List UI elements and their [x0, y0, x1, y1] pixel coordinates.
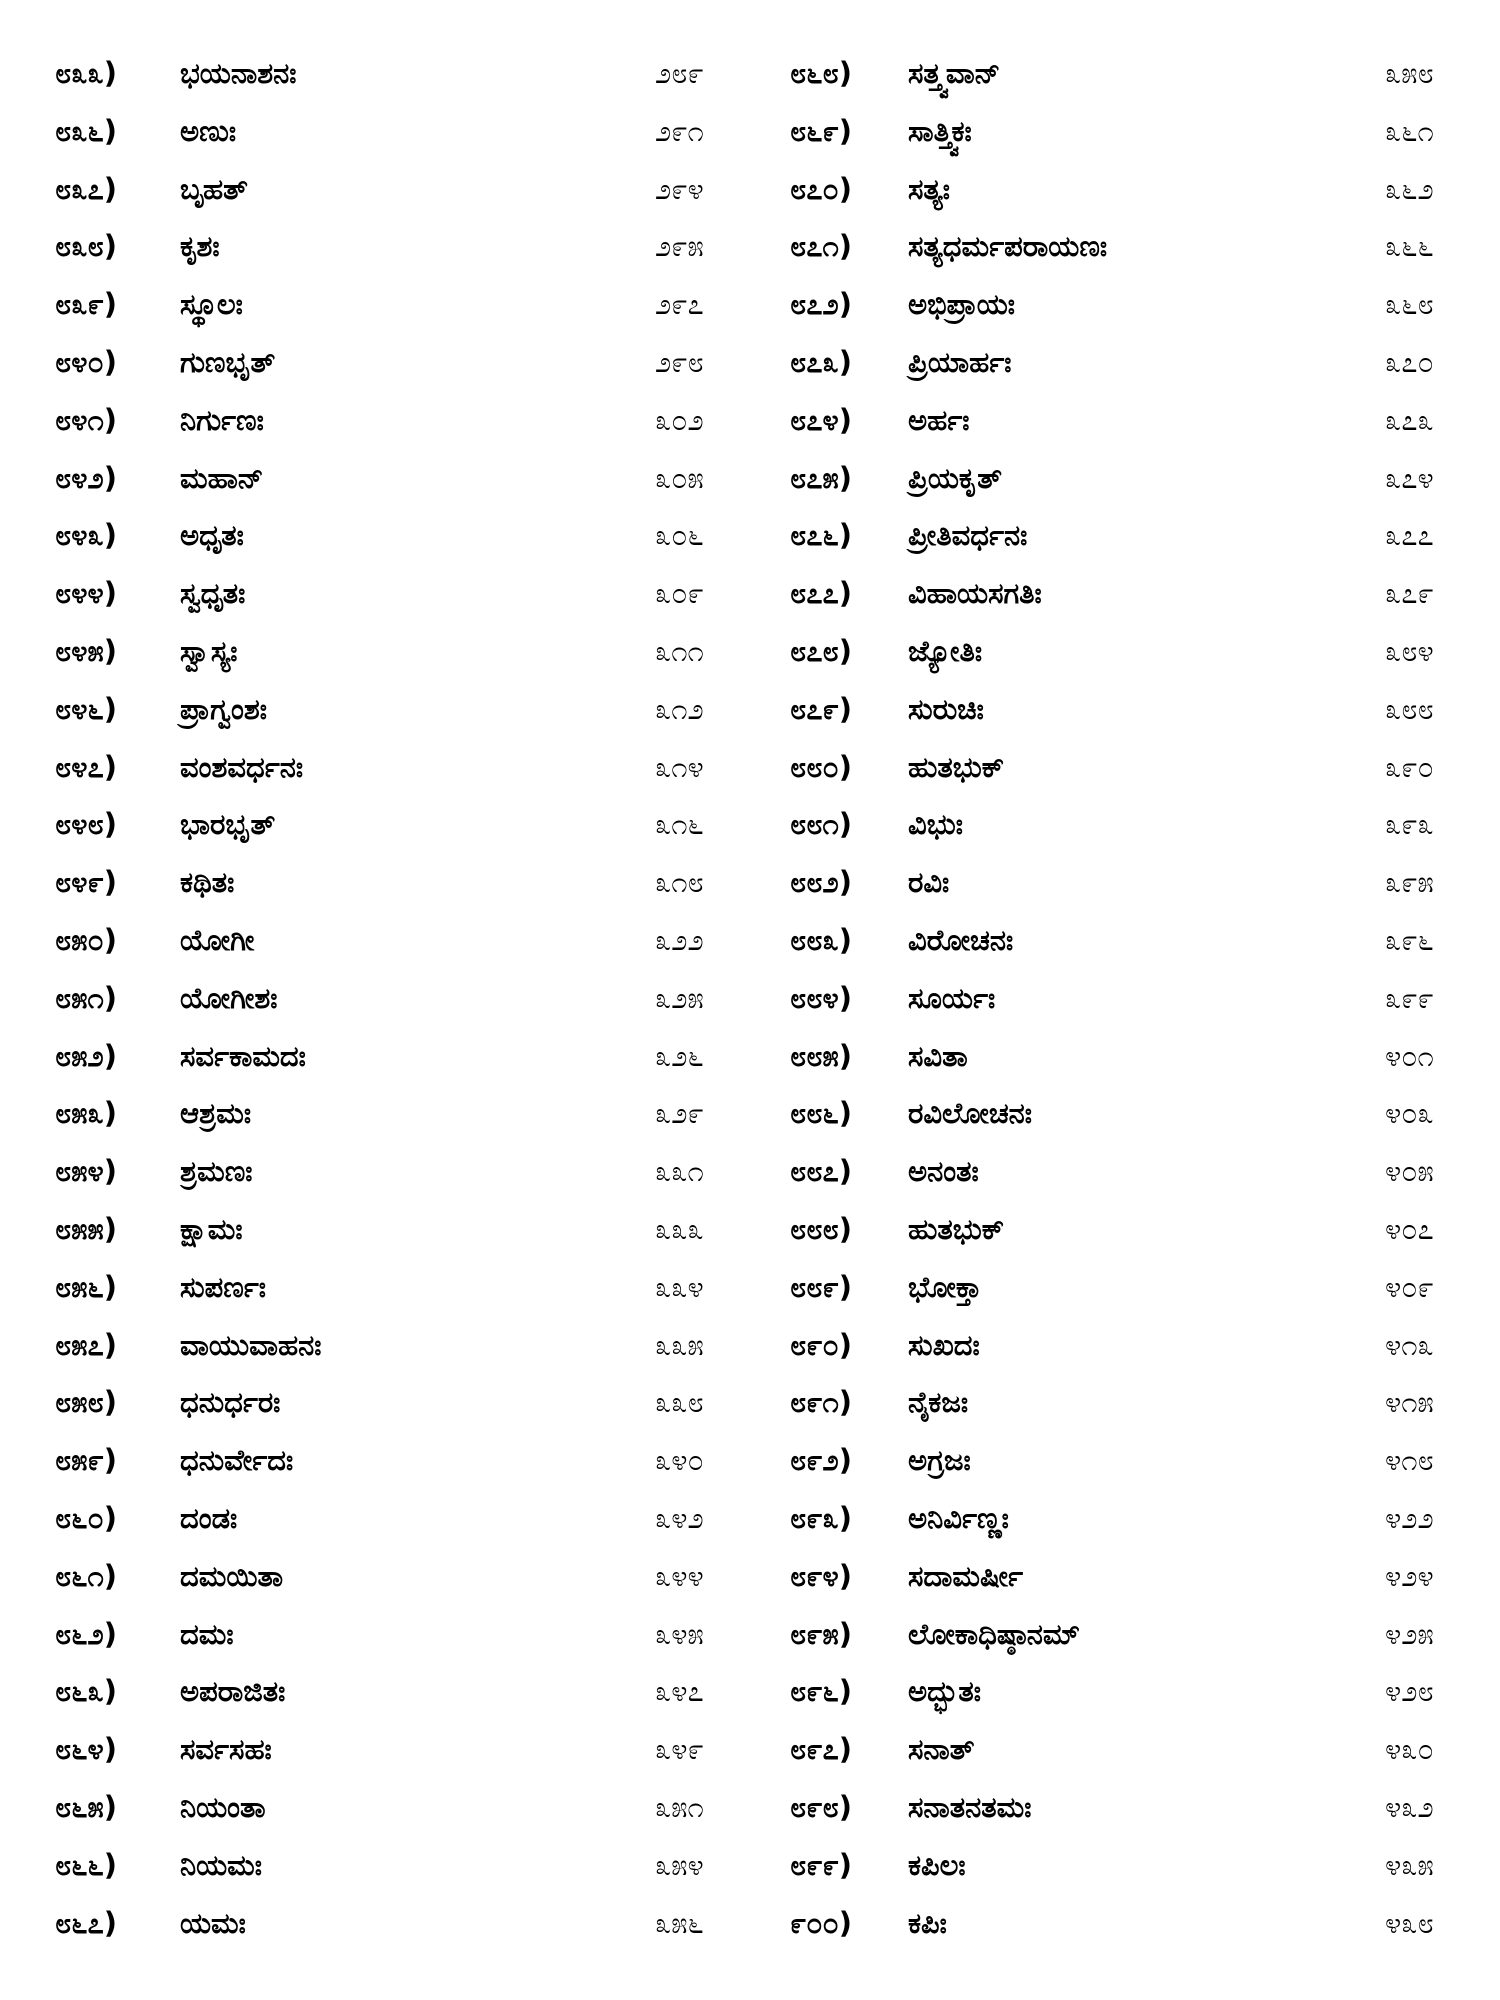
index-entry — [790, 1895, 1470, 1953]
entry-number: ೮೬೪) — [55, 1732, 117, 1767]
entry-page-number: ೩೩೫ — [655, 1327, 704, 1362]
index-entry — [55, 1663, 755, 1721]
entry-number: ೮೪೦) — [55, 344, 117, 379]
index-entry — [55, 45, 755, 103]
entry-page-number: ೩೪೨ — [655, 1500, 704, 1535]
entry-number: ೮೫೧) — [55, 980, 117, 1015]
entry-number: ೮೭೭) — [790, 576, 852, 611]
entry-name: ಕಪಿಃ — [908, 1905, 947, 1940]
index-entry — [790, 103, 1470, 161]
entry-name: ಭೋಕ್ತಾ — [908, 1269, 982, 1304]
entry-name: ಸೂರ್ಯಃ — [908, 980, 996, 1015]
right-column — [790, 45, 1470, 1975]
entry-number: ೮೫೮) — [55, 1385, 117, 1420]
entry-name: ಸತ್ತ್ವವಾನ್ — [908, 56, 1001, 90]
entry-name: ಸುರುಚಿಃ — [908, 691, 984, 726]
index-entry — [55, 1490, 755, 1548]
entry-name: ಪ್ರೀತಿವರ್ಧನಃ — [908, 518, 1028, 553]
index-entry — [55, 1895, 755, 1953]
entry-page-number: ೩೧೮ — [655, 865, 704, 900]
entry-page-number: ೪೧೮ — [1385, 1443, 1434, 1478]
entry-number: ೮೫೫) — [55, 1211, 117, 1246]
entry-number: ೮೭೧) — [790, 229, 852, 264]
entry-page-number: ೩೦೨ — [655, 402, 704, 437]
entry-number: ೮೯೧) — [790, 1385, 852, 1420]
entry-name: ಸತ್ಯಃ — [908, 171, 950, 206]
entry-number: ೮೮೨) — [790, 865, 852, 900]
index-entry — [55, 1259, 755, 1317]
entry-number: ೮೬೩) — [55, 1674, 117, 1709]
entry-number: ೯೦೦) — [790, 1905, 852, 1940]
entry-number: ೮೭೩) — [790, 344, 852, 379]
entry-page-number: ೩೭೦ — [1385, 344, 1434, 379]
entry-page-number: ೩೯೩ — [1385, 807, 1434, 842]
entry-number: ೮೪೭) — [55, 749, 117, 784]
entry-page-number: ೪೨೪ — [1385, 1558, 1434, 1593]
index-entry — [55, 796, 755, 854]
index-entry — [55, 450, 755, 508]
entry-page-number: ೪೨೮ — [1385, 1674, 1434, 1709]
entry-number: ೮೮೪) — [790, 980, 852, 1015]
index-entry — [790, 334, 1470, 392]
entry-page-number: ೩೩೪ — [655, 1269, 704, 1304]
entry-number: ೮೯೬) — [790, 1674, 852, 1709]
entry-number: ೮೬೦) — [55, 1500, 117, 1535]
entry-page-number: ೪೨೨ — [1385, 1500, 1434, 1535]
entry-page-number: ೩೬೧ — [1385, 113, 1434, 148]
entry-page-number: ೩೭೩ — [1385, 402, 1434, 437]
index-entry — [55, 1028, 755, 1086]
index-entry — [55, 1779, 755, 1837]
entry-number: ೮೫೪) — [55, 1154, 117, 1189]
entry-page-number: ೩೧೬ — [655, 807, 704, 842]
index-entry — [790, 796, 1470, 854]
entry-page-number: ೩೨೬ — [655, 1038, 704, 1073]
entry-name: ಕಥಿತಃ — [180, 865, 235, 900]
entry-name: ಯೋಗೀ — [180, 922, 255, 957]
index-entry — [55, 1201, 755, 1259]
entry-page-number: ೪೦೫ — [1385, 1154, 1434, 1189]
entry-page-number: ೨೯೮ — [655, 344, 704, 379]
entry-page-number: ೨೯೭ — [655, 287, 704, 322]
entry-name: ಯೋಗೀಶಃ — [180, 980, 278, 1015]
index-entry — [790, 1663, 1470, 1721]
entry-name: ರವಿಃ — [908, 865, 950, 900]
entry-page-number: ೩೨೯ — [655, 1096, 704, 1131]
entry-number: ೮೩೮) — [55, 229, 117, 264]
index-entry — [55, 565, 755, 623]
entry-name: ಕಪಿಲಃ — [908, 1847, 966, 1882]
index-entry — [55, 1085, 755, 1143]
entry-name: ಮಹಾನ್ — [180, 460, 264, 495]
entry-name: ಸ್ಥೂಲಃ — [180, 287, 243, 322]
entry-number: ೮೯೮) — [790, 1789, 852, 1824]
index-entry — [790, 507, 1470, 565]
entry-number: ೮೮೩) — [790, 922, 852, 957]
entry-name: ಸರ್ವಸಹಃ — [180, 1732, 272, 1767]
entry-name: ಪ್ರಿಯಕೃತ್ — [908, 460, 1002, 495]
entry-name: ಸ್ವಾಸ್ಯಃ — [180, 633, 238, 668]
entry-page-number: ೩೫೬ — [655, 1905, 704, 1940]
entry-name: ಹುತಭುಕ್ — [908, 749, 1005, 784]
entry-page-number: ೩೫೮ — [1385, 56, 1434, 90]
index-entry — [55, 218, 755, 276]
entry-name: ವಿರೋಚನಃ — [908, 922, 1014, 957]
entry-number: ೮೮೫) — [790, 1038, 852, 1073]
entry-number: ೮೬೯) — [790, 113, 852, 148]
entry-name: ಭಯನಾಶನಃ — [180, 56, 297, 90]
index-entry — [790, 681, 1470, 739]
entry-name: ಅದ್ಭುತಃ — [908, 1674, 981, 1709]
index-entry — [55, 161, 755, 219]
index-entry — [790, 161, 1470, 219]
entry-number: ೮೪೬) — [55, 691, 117, 726]
entry-number: ೮೬೮) — [790, 56, 852, 90]
index-entry — [790, 1779, 1470, 1837]
entry-number: ೮೭೬) — [790, 518, 852, 553]
entry-name: ಅಭಿಪ್ರಾಯಃ — [908, 287, 1015, 322]
entry-number: ೮೩೩) — [55, 56, 117, 90]
index-entry — [55, 970, 755, 1028]
entry-number: ೮೬೭) — [55, 1905, 117, 1940]
entry-name: ಅಗ್ರಜಃ — [908, 1443, 971, 1478]
entry-page-number: ೩೭೪ — [1385, 460, 1434, 495]
entry-page-number: ೪೨೫ — [1385, 1616, 1434, 1651]
entry-page-number: ೩೨೨ — [655, 922, 704, 957]
entry-page-number: ೩೯೫ — [1385, 865, 1434, 900]
entry-page-number: ೨೯೫ — [655, 229, 704, 264]
entry-page-number: ೪೦೯ — [1385, 1269, 1434, 1304]
index-entry — [790, 970, 1470, 1028]
entry-number: ೮೯೭) — [790, 1732, 852, 1767]
entry-name: ಸನಾತ್ — [908, 1732, 975, 1767]
entry-page-number: ೪೩೨ — [1385, 1789, 1434, 1824]
entry-name: ಅನಿರ್ವಿಣ್ಣಃ — [908, 1500, 1009, 1535]
index-entry — [55, 1548, 755, 1606]
entry-name: ನಿರ್ಗುಣಃ — [180, 402, 264, 437]
entry-name: ಧನುರ್ಧರಃ — [180, 1385, 281, 1420]
entry-page-number: ೨೮೯ — [655, 56, 704, 90]
entry-number: ೮೫೩) — [55, 1096, 117, 1131]
entry-page-number: ೨೯೪ — [655, 171, 704, 206]
entry-name: ಸನಾತನತಮಃ — [908, 1789, 1032, 1824]
index-entry — [790, 1548, 1470, 1606]
entry-name: ಅಧೃತಃ — [180, 518, 244, 553]
index-entry — [790, 1259, 1470, 1317]
entry-name: ವಿಹಾಯಸಗತಿಃ — [908, 576, 1042, 611]
entry-number: ೮೯೫) — [790, 1616, 852, 1651]
entry-name: ಸತ್ಯಧರ್ಮಪರಾಯಣಃ — [908, 229, 1108, 264]
entry-page-number: ೩೫೧ — [655, 1789, 704, 1824]
entry-page-number: ೩೬೮ — [1385, 287, 1434, 322]
entry-number: ೮೬೬) — [55, 1847, 117, 1882]
entry-number: ೮೭೦) — [790, 171, 852, 206]
entry-name: ಅರ್ಹಃ — [908, 402, 970, 437]
entry-number: ೮೮೭) — [790, 1154, 852, 1189]
entry-number: ೮೯೩) — [790, 1500, 852, 1535]
entry-name: ಅಪರಾಜಿತಃ — [180, 1674, 286, 1709]
entry-page-number: ೩೯೬ — [1385, 922, 1434, 957]
entry-page-number: ೪೧೫ — [1385, 1385, 1434, 1420]
entry-page-number: ೩೪೫ — [655, 1616, 704, 1651]
index-entry — [55, 854, 755, 912]
entry-page-number: ೩೨೫ — [655, 980, 704, 1015]
entry-number: ೮೫೨) — [55, 1038, 117, 1073]
entry-name: ವಂಶವರ್ಧನಃ — [180, 749, 304, 784]
entry-number: ೮೬೫) — [55, 1789, 117, 1824]
entry-number: ೮೫೦) — [55, 922, 117, 957]
entry-page-number: ೩೬೨ — [1385, 171, 1434, 206]
entry-name: ಹುತಭುಕ್ — [908, 1211, 1005, 1246]
index-entry — [790, 912, 1470, 970]
entry-number: ೮೭೯) — [790, 691, 852, 726]
entry-name: ಲೋಕಾಧಿಷ್ಠಾನಮ್ — [908, 1616, 1080, 1651]
entry-number: ೮೬೧) — [55, 1558, 117, 1593]
entry-number: ೮೬೨) — [55, 1616, 117, 1651]
entry-number: ೮೪೫) — [55, 633, 117, 668]
entry-page-number: ೩೦೯ — [655, 576, 704, 611]
entry-number: ೮೩೭) — [55, 171, 117, 206]
index-entry — [790, 450, 1470, 508]
entry-page-number: ೩೬೬ — [1385, 229, 1434, 264]
index-entry — [55, 276, 755, 334]
entry-page-number: ೩೪೦ — [655, 1443, 704, 1478]
index-entry — [55, 392, 755, 450]
entry-number: ೮೯೯) — [790, 1847, 852, 1882]
entry-name: ಆಶ್ರಮಃ — [180, 1096, 252, 1131]
entry-page-number: ೩೧೨ — [655, 691, 704, 726]
index-entry — [55, 1143, 755, 1201]
entry-name: ದಮಃ — [180, 1616, 234, 1651]
entry-page-number: ೩೩೩ — [655, 1211, 704, 1246]
entry-page-number: ೩೧೪ — [655, 749, 704, 784]
entry-name: ಧನುರ್ವೇದಃ — [180, 1443, 294, 1478]
index-entry — [55, 1837, 755, 1895]
entry-name: ದಮಯಿತಾ — [180, 1558, 284, 1593]
entry-page-number: ೨೯೧ — [655, 113, 704, 148]
entry-page-number: ೩೮೪ — [1385, 633, 1434, 668]
index-entry — [790, 565, 1470, 623]
entry-number: ೮೮೬) — [790, 1096, 852, 1131]
entry-number: ೮೪೧) — [55, 402, 117, 437]
entry-name: ದಂಡಃ — [180, 1500, 238, 1535]
entry-page-number: ೪೦೧ — [1385, 1038, 1434, 1073]
entry-number: ೮೭೪) — [790, 402, 852, 437]
entry-name: ನಿಯಮಃ — [180, 1847, 262, 1882]
entry-name: ಬೃಹತ್ — [180, 171, 248, 206]
entry-page-number: ೩೪೪ — [655, 1558, 704, 1593]
entry-name: ಸುಖದಃ — [908, 1327, 980, 1362]
entry-number: ೮೯೦) — [790, 1327, 852, 1362]
entry-page-number: ೪೩೫ — [1385, 1847, 1434, 1882]
index-entry — [790, 1721, 1470, 1779]
entry-name: ಸಾತ್ತ್ವಿಕಃ — [908, 113, 972, 148]
entry-page-number: ೪೩೦ — [1385, 1732, 1434, 1767]
entry-page-number: ೩೩೧ — [655, 1154, 704, 1189]
index-entry — [790, 392, 1470, 450]
entry-name: ಅಣುಃ — [180, 113, 237, 148]
entry-name: ನಿಯಂತಾ — [180, 1789, 266, 1824]
entry-name: ನೈಕಜಃ — [908, 1385, 969, 1420]
entry-name: ಅನಂತಃ — [908, 1154, 979, 1189]
entry-page-number: ೪೩೮ — [1385, 1905, 1434, 1940]
entry-name: ಸದಾಮರ್ಷೀ — [908, 1558, 1024, 1593]
entry-number: ೮೪೪) — [55, 576, 117, 611]
entry-page-number: ೩೭೯ — [1385, 576, 1434, 611]
entry-name: ಸರ್ವಕಾಮದಃ — [180, 1038, 306, 1073]
entry-number: ೮೩೬) — [55, 113, 117, 148]
entry-page-number: ೩೦೬ — [655, 518, 704, 553]
index-entry — [790, 276, 1470, 334]
index-entry — [790, 623, 1470, 681]
index-entry — [55, 912, 755, 970]
entry-page-number: ೪೧೩ — [1385, 1327, 1434, 1362]
index-entry — [55, 1432, 755, 1490]
entry-name: ಜ್ಯೋತಿಃ — [908, 633, 983, 668]
entry-name: ಯಮಃ — [180, 1905, 246, 1940]
index-entry — [55, 1721, 755, 1779]
entry-page-number: ೩೪೯ — [655, 1732, 704, 1767]
entry-name: ಸುಪರ್ಣಃ — [180, 1269, 267, 1304]
entry-name: ಕ್ಷಾಮಃ — [180, 1211, 243, 1246]
index-entry — [55, 1606, 755, 1664]
index-entry — [55, 681, 755, 739]
index-entry — [790, 1085, 1470, 1143]
index-entry — [790, 45, 1470, 103]
index-entry — [790, 1028, 1470, 1086]
entry-page-number: ೩೫೪ — [655, 1847, 704, 1882]
index-entry — [55, 623, 755, 681]
entry-name: ಕೃಶಃ — [180, 229, 220, 264]
index-entry — [790, 739, 1470, 797]
entry-page-number: ೩೪೭ — [655, 1674, 704, 1709]
entry-number: ೮೮೦) — [790, 749, 852, 784]
index-entry — [790, 1374, 1470, 1432]
index-entry — [55, 1374, 755, 1432]
entry-number: ೮೯೪) — [790, 1558, 852, 1593]
entry-number: ೮೫೯) — [55, 1443, 117, 1478]
entry-page-number: ೩೩೮ — [655, 1385, 704, 1420]
entry-page-number: ೪೦೩ — [1385, 1096, 1434, 1131]
entry-number: ೮೮೧) — [790, 807, 852, 842]
entry-page-number: ೩೮೮ — [1385, 691, 1434, 726]
index-entry — [790, 1432, 1470, 1490]
index-entry — [790, 1317, 1470, 1375]
index-entry — [790, 218, 1470, 276]
entry-name: ಸವಿತಾ — [908, 1038, 968, 1073]
entry-number: ೮೭೫) — [790, 460, 852, 495]
entry-number: ೮೮೮) — [790, 1211, 852, 1246]
entry-name: ಭಾರಭೃತ್ — [180, 807, 276, 842]
entry-number: ೮೭೨) — [790, 287, 852, 322]
entry-number: ೮೩೯) — [55, 287, 117, 322]
entry-name: ಪ್ರಾಗ್ವಂಶಃ — [180, 691, 267, 726]
entry-number: ೮೫೭) — [55, 1327, 117, 1362]
entry-number: ೮೭೮) — [790, 633, 852, 668]
index-entry — [55, 334, 755, 392]
index-entry — [55, 103, 755, 161]
entry-page-number: ೩೯೦ — [1385, 749, 1434, 784]
entry-page-number: ೩೦೫ — [655, 460, 704, 495]
index-entry — [55, 1317, 755, 1375]
entry-page-number: ೩೧೧ — [655, 633, 704, 668]
index-entry — [790, 1606, 1470, 1664]
entry-name: ಪ್ರಿಯಾರ್ಹಃ — [908, 344, 1012, 379]
entry-name: ಶ್ರಮಣಃ — [180, 1154, 253, 1189]
index-entry — [790, 1201, 1470, 1259]
entry-page-number: ೩೭೭ — [1385, 518, 1434, 553]
left-column — [55, 45, 755, 1975]
entry-name: ಗುಣಭೃತ್ — [180, 344, 276, 379]
entry-number: ೮೮೯) — [790, 1269, 852, 1304]
index-entry — [790, 1143, 1470, 1201]
entry-number: ೮೪೮) — [55, 807, 117, 842]
entry-name: ರವಿಲೋಚನಃ — [908, 1096, 1033, 1131]
entry-number: ೮೪೯) — [55, 865, 117, 900]
index-entry — [790, 854, 1470, 912]
entry-name: ವಿಭುಃ — [908, 807, 963, 842]
entry-number: ೮೯೨) — [790, 1443, 852, 1478]
index-entry — [790, 1490, 1470, 1548]
entry-name: ವಾಯುವಾಹನಃ — [180, 1327, 322, 1362]
entry-number: ೮೪೩) — [55, 518, 117, 553]
entry-number: ೮೫೬) — [55, 1269, 117, 1304]
entry-page-number: ೩೯೯ — [1385, 980, 1434, 1015]
entry-name: ಸ್ವಧೃತಃ — [180, 576, 246, 611]
entry-number: ೮೪೨) — [55, 460, 117, 495]
entry-page-number: ೪೦೭ — [1385, 1211, 1434, 1246]
index-entry — [55, 739, 755, 797]
index-entry — [790, 1837, 1470, 1895]
index-entry — [55, 507, 755, 565]
